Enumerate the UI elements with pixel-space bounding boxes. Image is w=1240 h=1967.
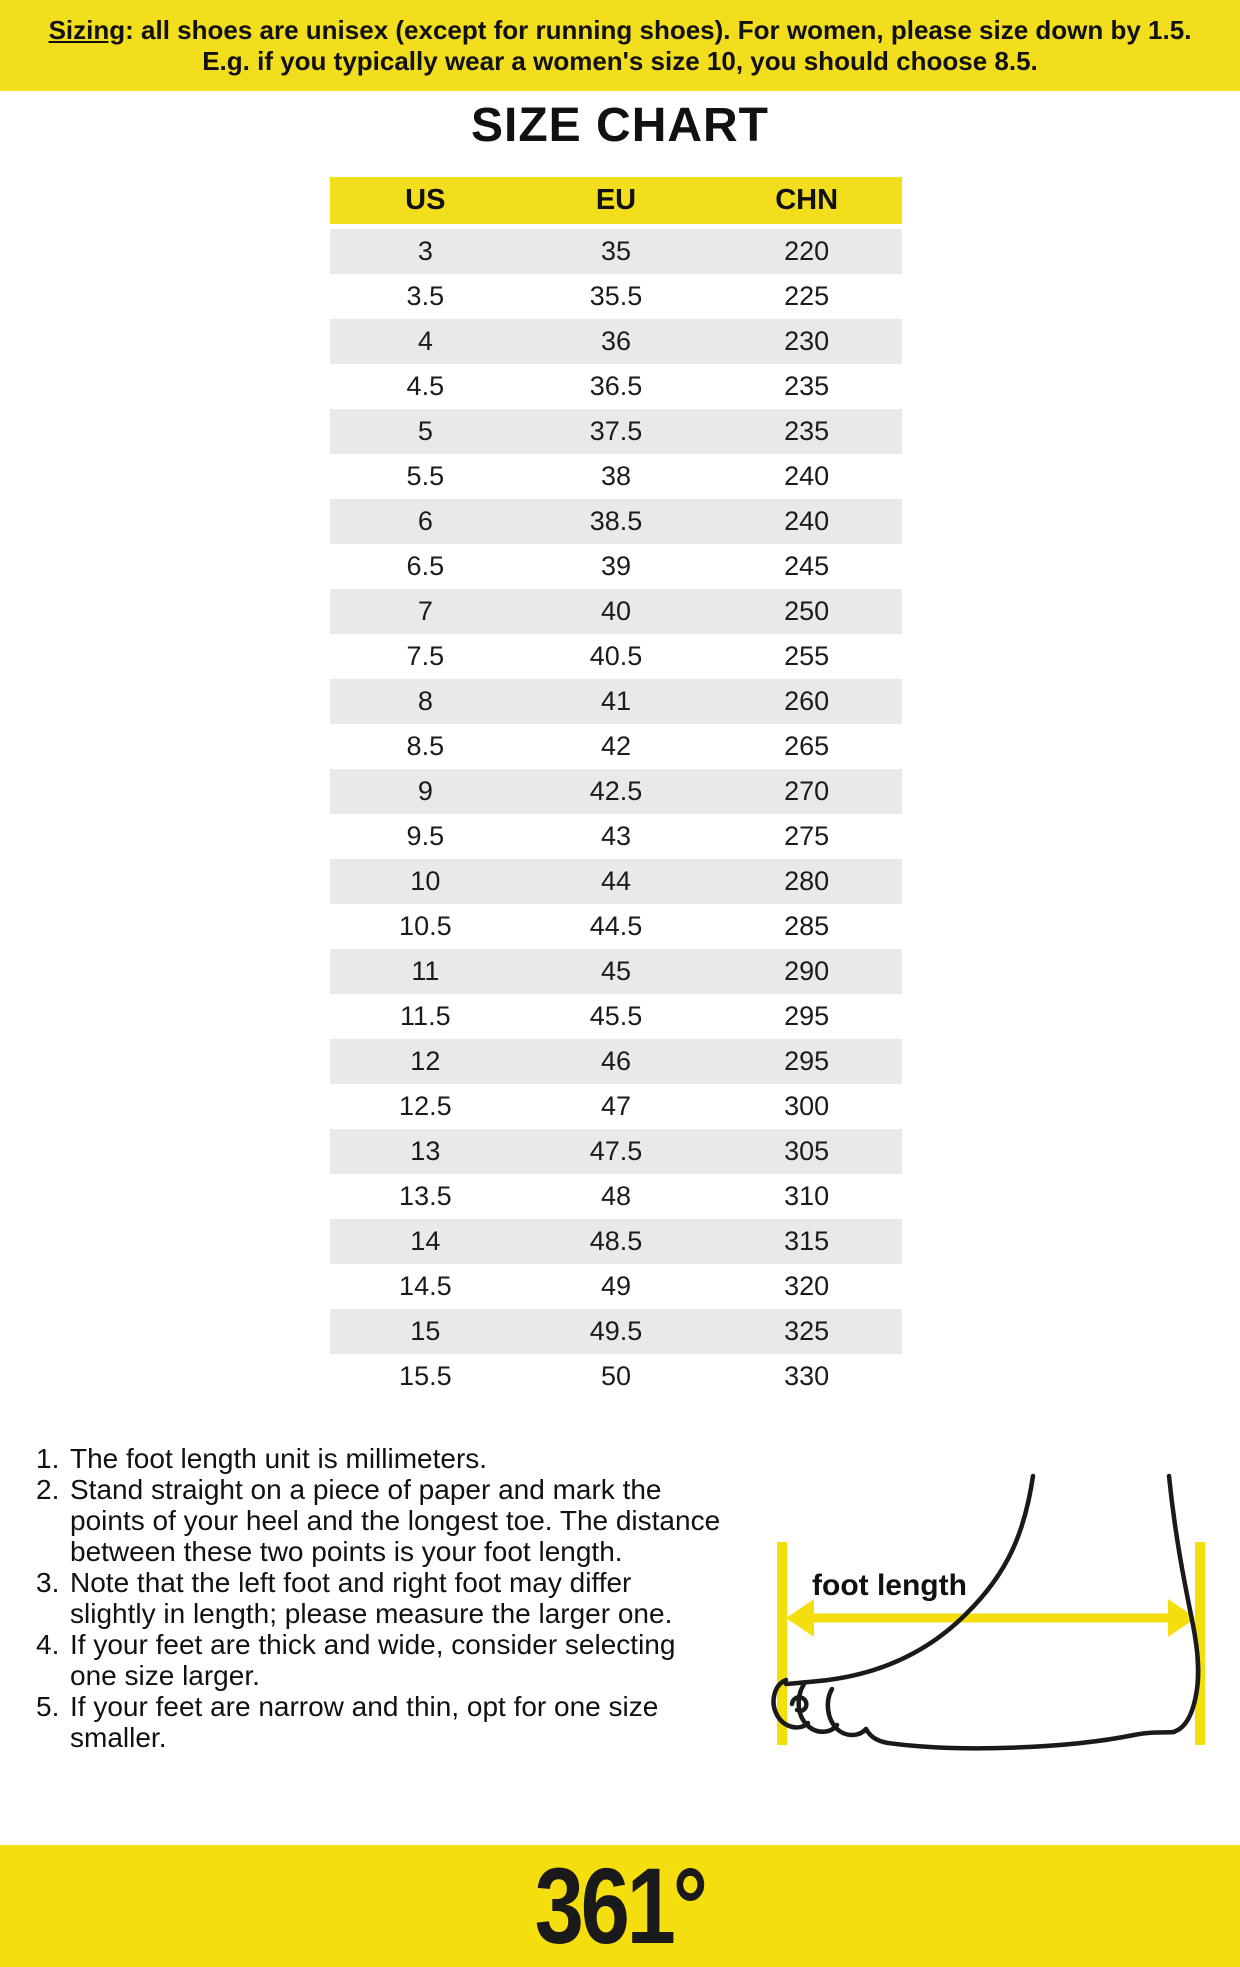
table-cell: 5.5 bbox=[406, 461, 445, 491]
table-cell: 240 bbox=[784, 461, 830, 491]
table-cell: 13 bbox=[410, 1136, 441, 1166]
lower-section bbox=[0, 1430, 1240, 1802]
table-cell: 6.5 bbox=[406, 551, 445, 581]
note-item bbox=[36, 1443, 770, 1474]
table-cell: 49.5 bbox=[589, 1316, 643, 1346]
table-cell: 250 bbox=[784, 596, 830, 626]
table-row bbox=[330, 589, 902, 634]
table-cell: 295 bbox=[784, 1001, 830, 1031]
table-row bbox=[330, 1039, 902, 1084]
table-cell: 35 bbox=[600, 236, 632, 266]
sizing-banner-text bbox=[33, 15, 1208, 77]
table-cell: 245 bbox=[784, 551, 830, 581]
table-cell: 265 bbox=[784, 731, 830, 761]
table-cell: 260 bbox=[784, 686, 830, 716]
table-row bbox=[330, 859, 902, 904]
table-cell: 47 bbox=[600, 1091, 632, 1121]
table-row bbox=[330, 814, 902, 859]
foot-length-label: foot length bbox=[812, 1569, 967, 1602]
sizing-text: : all shoes are unisex (except for running shoes). For women, please size down by 1.5. E.g. if you typically wear a women's size 10, you should choose 8.5. bbox=[125, 14, 1192, 76]
table-cell: 45 bbox=[600, 956, 632, 986]
table-cell: 15.5 bbox=[399, 1361, 452, 1391]
table-cell: 14 bbox=[410, 1226, 441, 1256]
note-text: Stand straight on a piece of paper and mark the points of your heel and the longest toe. The distance between these two points is your foot length. bbox=[70, 1474, 721, 1567]
note-text: The foot length unit is millimeters. bbox=[70, 1443, 488, 1474]
note-item bbox=[36, 1629, 770, 1691]
note-text: Note that the left foot and right foot may differ slightly in length; please measure the larger one. bbox=[70, 1567, 673, 1629]
foot-diagram-graphic bbox=[770, 1430, 1240, 1802]
table-row bbox=[330, 1354, 902, 1399]
table-row bbox=[330, 724, 902, 769]
table-cell: 15 bbox=[410, 1316, 441, 1346]
measurement-notes bbox=[0, 1430, 770, 1802]
table-cell: 40 bbox=[600, 596, 632, 626]
table-cell: 330 bbox=[784, 1361, 830, 1391]
brand-logo-361: 361° bbox=[534, 1845, 706, 1966]
note-number: 4. bbox=[36, 1629, 60, 1660]
table-cell: 46 bbox=[600, 1046, 632, 1076]
table-cell: 36 bbox=[600, 326, 632, 356]
page-title: SIZE CHART bbox=[471, 99, 769, 152]
table-row bbox=[330, 1309, 902, 1354]
table-cell: 48.5 bbox=[589, 1226, 643, 1256]
size-table bbox=[330, 177, 902, 1399]
table-cell: 11 bbox=[411, 956, 440, 986]
table-cell: 225 bbox=[784, 281, 830, 311]
table-cell: 45.5 bbox=[589, 1001, 643, 1031]
table-cell: 10 bbox=[410, 866, 441, 896]
table-row bbox=[330, 409, 902, 454]
table-cell: 8.5 bbox=[406, 731, 445, 761]
table-cell: 3.5 bbox=[406, 281, 445, 311]
table-cell: 315 bbox=[784, 1226, 830, 1256]
table-cell: 305 bbox=[784, 1136, 830, 1166]
note-text: If your feet are thick and wide, consider selecting one size larger. bbox=[70, 1629, 676, 1691]
table-cell: 40.5 bbox=[589, 641, 643, 671]
table-cell: 295 bbox=[784, 1046, 830, 1076]
note-item bbox=[36, 1474, 770, 1567]
column-header-eu: EU bbox=[595, 184, 637, 216]
table-cell: 44.5 bbox=[589, 911, 643, 941]
size-table-body bbox=[330, 229, 902, 1399]
column-header-us: US bbox=[405, 184, 446, 216]
table-cell: 220 bbox=[784, 236, 830, 266]
table-row bbox=[330, 229, 902, 274]
table-cell: 255 bbox=[784, 641, 830, 671]
table-cell: 38 bbox=[600, 461, 632, 491]
table-row bbox=[330, 454, 902, 499]
table-row bbox=[330, 994, 902, 1039]
table-cell: 11.5 bbox=[400, 1001, 451, 1031]
table-cell: 285 bbox=[784, 911, 830, 941]
table-row bbox=[330, 1129, 902, 1174]
table-cell: 42.5 bbox=[589, 776, 643, 806]
table-cell: 240 bbox=[784, 506, 830, 536]
table-cell: 8 bbox=[417, 686, 433, 716]
note-item bbox=[36, 1691, 770, 1753]
table-cell: 325 bbox=[784, 1316, 830, 1346]
table-row bbox=[330, 319, 902, 364]
table-row bbox=[330, 274, 902, 319]
table-cell: 9.5 bbox=[406, 821, 445, 851]
table-row bbox=[330, 544, 902, 589]
table-cell: 290 bbox=[784, 956, 830, 986]
table-cell: 42 bbox=[600, 731, 632, 761]
note-number: 3. bbox=[36, 1567, 60, 1598]
foot-outline-icon bbox=[774, 1476, 1199, 1748]
table-cell: 39 bbox=[600, 551, 632, 581]
table-cell: 4 bbox=[417, 326, 433, 356]
table-row bbox=[330, 949, 902, 994]
table-cell: 4.5 bbox=[406, 371, 445, 401]
table-row bbox=[330, 1084, 902, 1129]
table-row bbox=[330, 679, 902, 724]
table-cell: 37.5 bbox=[589, 416, 643, 446]
table-row bbox=[330, 1174, 902, 1219]
table-cell: 310 bbox=[784, 1181, 830, 1211]
sizing-label: Sizing bbox=[48, 14, 126, 45]
table-cell: 275 bbox=[784, 821, 830, 851]
table-cell: 36.5 bbox=[589, 371, 643, 401]
foot-length-diagram bbox=[770, 1430, 1240, 1802]
table-cell: 50 bbox=[600, 1361, 632, 1391]
table-cell: 235 bbox=[784, 416, 830, 446]
table-cell: 13.5 bbox=[399, 1181, 452, 1211]
table-cell: 10.5 bbox=[399, 911, 452, 941]
table-cell: 48 bbox=[600, 1181, 632, 1211]
table-row bbox=[330, 904, 902, 949]
table-cell: 43 bbox=[600, 821, 632, 851]
table-cell: 5 bbox=[417, 416, 433, 446]
sizing-banner bbox=[0, 0, 1240, 91]
note-text: If your feet are narrow and thin, opt for one size smaller. bbox=[70, 1691, 659, 1753]
table-cell: 270 bbox=[784, 776, 830, 806]
table-cell: 41 bbox=[600, 686, 632, 716]
table-cell: 47.5 bbox=[589, 1136, 643, 1166]
table-cell: 7 bbox=[417, 596, 433, 626]
note-number: 5. bbox=[36, 1691, 60, 1722]
footer-brand-bar bbox=[0, 1845, 1240, 1967]
table-row bbox=[330, 364, 902, 409]
table-cell: 6 bbox=[417, 506, 433, 536]
table-cell: 230 bbox=[784, 326, 830, 356]
note-item bbox=[36, 1567, 770, 1629]
column-header-chn: CHN bbox=[775, 184, 839, 216]
note-number: 2. bbox=[36, 1474, 60, 1505]
table-cell: 49 bbox=[600, 1271, 632, 1301]
table-cell: 7.5 bbox=[406, 641, 445, 671]
table-row bbox=[330, 769, 902, 814]
table-cell: 38.5 bbox=[589, 506, 643, 536]
table-cell: 14.5 bbox=[399, 1271, 452, 1301]
table-cell: 235 bbox=[784, 371, 830, 401]
note-number: 1. bbox=[36, 1443, 60, 1474]
table-row bbox=[330, 634, 902, 679]
table-row bbox=[330, 499, 902, 544]
table-cell: 35.5 bbox=[589, 281, 643, 311]
table-cell: 12 bbox=[410, 1046, 441, 1076]
size-table-header bbox=[330, 177, 902, 224]
table-cell: 9 bbox=[417, 776, 433, 806]
table-cell: 320 bbox=[784, 1271, 830, 1301]
table-cell: 44 bbox=[600, 866, 632, 896]
table-cell: 3 bbox=[417, 236, 433, 266]
table-cell: 12.5 bbox=[399, 1091, 452, 1121]
table-cell: 300 bbox=[784, 1091, 830, 1121]
table-row bbox=[330, 1219, 902, 1264]
table-row bbox=[330, 1264, 902, 1309]
table-cell: 280 bbox=[784, 866, 830, 896]
